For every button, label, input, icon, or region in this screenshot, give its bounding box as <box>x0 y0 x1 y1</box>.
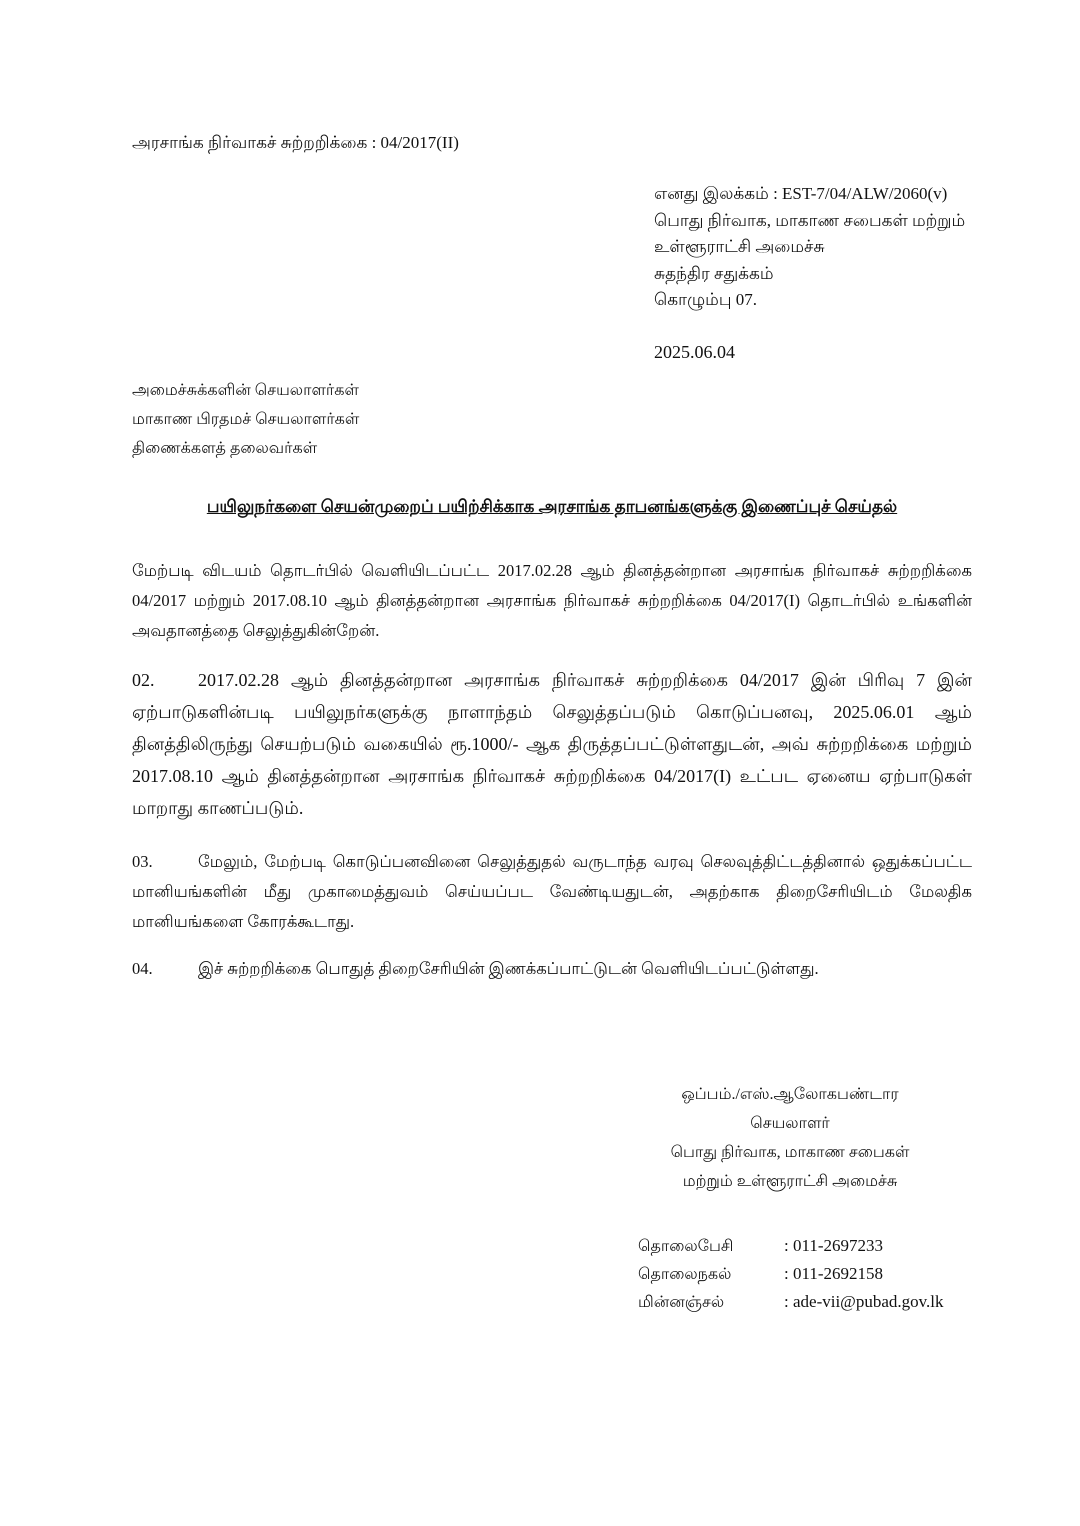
paragraph-4 <box>132 955 972 983</box>
paragraph-text: 2017.02.28 ஆம் தினத்தன்றான அரசாங்க நிர்வாகச் சுற்றறிக்கை 04/2017 இன் பிரிவு 7 இன் ஏற்பாடுகளின்படி பயிலுநர்களுக்கு நாளாந்தம் செலுத்தப்படும் கொடுப்பனவு, 2025.06.01 ஆம் தினத்திலிருந்து செயற்படும் வகையில் ரூ.1000/- ஆக திருத்தப்பட்டுள்ளதுடன், அவ் சுற்றறிக்கை மற்றும் 2017.08.10 ஆம் தினத்தன்றான அரசாங்க நிர்வாகச் சுற்றறிக்கை 04/2017(I) உட்பட ஏனைய ஏற்பாடுகள் மாறாது காணப்படும். <box>132 670 972 818</box>
paragraph-2 <box>132 664 972 824</box>
contact-row-phone <box>638 1232 944 1260</box>
signature-block <box>620 1080 960 1196</box>
signatory-ministry-line-1: பொது நிர்வாக, மாகாண சபைகள் <box>670 1144 910 1161</box>
paragraph-text: இச் சுற்றறிக்கை பொதுத் திறைசேரியின் இணக்கப்பாட்டுடன் வெளியிடப்பட்டுள்ளது. <box>198 959 819 978</box>
contact-label: தொலைநகல் <box>638 1266 732 1283</box>
contact-details <box>638 1232 944 1316</box>
sender-reference-block <box>654 181 965 314</box>
letter-date: 2025.06.04 <box>654 342 735 362</box>
contact-row-fax <box>638 1260 944 1288</box>
contact-row-email <box>638 1288 944 1316</box>
address-line-2: கொழும்பு 07. <box>654 290 757 309</box>
subject-heading: பயிலுநர்களை செயன்முறைப் பயிற்சிக்காக அரசாங்க தாபனங்களுக்கு இணைப்புச் செய்தல் <box>206 497 898 516</box>
paragraph-number: 04. <box>132 959 153 978</box>
addressee-list <box>132 376 359 463</box>
ministry-name-line-2: உள்ளூராட்சி அமைச்சு <box>654 237 825 256</box>
contact-label: மின்னஞ்சல் <box>638 1294 725 1311</box>
paragraph-number: 03. <box>132 852 153 871</box>
paragraph-1: மேற்படி விடயம் தொடர்பில் வெளியிடப்பட்ட 2017.02.28 ஆம் தினத்தன்றான அரசாங்க நிர்வாகச் சுற்றறிக்கை 04/2017 மற்றும் 2017.08.10 ஆம் தினத்தன்றான அரசாங்க நிர்வாகச் சுற்றறிக்கை 04/2017(I) தொடர்பில் உங்களின் அவதானத்தை செலுத்துகின்றேன். <box>132 561 972 640</box>
our-reference-number: எனது இலக்கம் : EST-7/04/ALW/2060(v) <box>654 184 948 203</box>
fax-number: : 011-2692158 <box>784 1264 884 1283</box>
signatory-title: செயலாளர் <box>750 1115 830 1132</box>
signatory-name: ஒப்பம்./எஸ்.ஆலோகபண்டார <box>681 1086 899 1103</box>
contact-label: தொலைபேசி <box>638 1238 734 1255</box>
addressee-item: அமைச்சுக்களின் செயலாளர்கள் <box>132 382 359 399</box>
addressee-item: மாகாண பிரதமச் செயலாளர்கள் <box>132 411 360 428</box>
email-address: : ade-vii@pubad.gov.lk <box>784 1292 944 1311</box>
addressee-item: திணைக்களத் தலைவர்கள் <box>132 440 318 457</box>
signatory-ministry-line-2: மற்றும் உள்ளூராட்சி அமைச்சு <box>682 1173 898 1190</box>
paragraph-text: மேலும், மேற்படி கொடுப்பனவினை செலுத்துதல் வருடாந்த வரவு செலவுத்திட்டத்தினால் ஒதுக்கப்பட்ட மானியங்களின் மீது முகாமைத்துவம் செய்யப்பட வேண்டியதுடன், அதற்காக திறைசேரியிடம் மேலதிக மானியங்களை கோரக்கூடாது. <box>132 852 972 931</box>
paragraph-number: 02. <box>132 670 155 690</box>
ministry-name-line-1: பொது நிர்வாக, மாகாண சபைகள் மற்றும் <box>654 210 966 230</box>
paragraph-3 <box>132 847 972 937</box>
phone-number: : 011-2697233 <box>784 1236 884 1255</box>
circular-reference: அரசாங்க நிர்வாகச் சுற்றறிக்கை : 04/2017(II) <box>132 133 459 152</box>
address-line-1: சுதந்திர சதுக்கம் <box>654 263 774 283</box>
